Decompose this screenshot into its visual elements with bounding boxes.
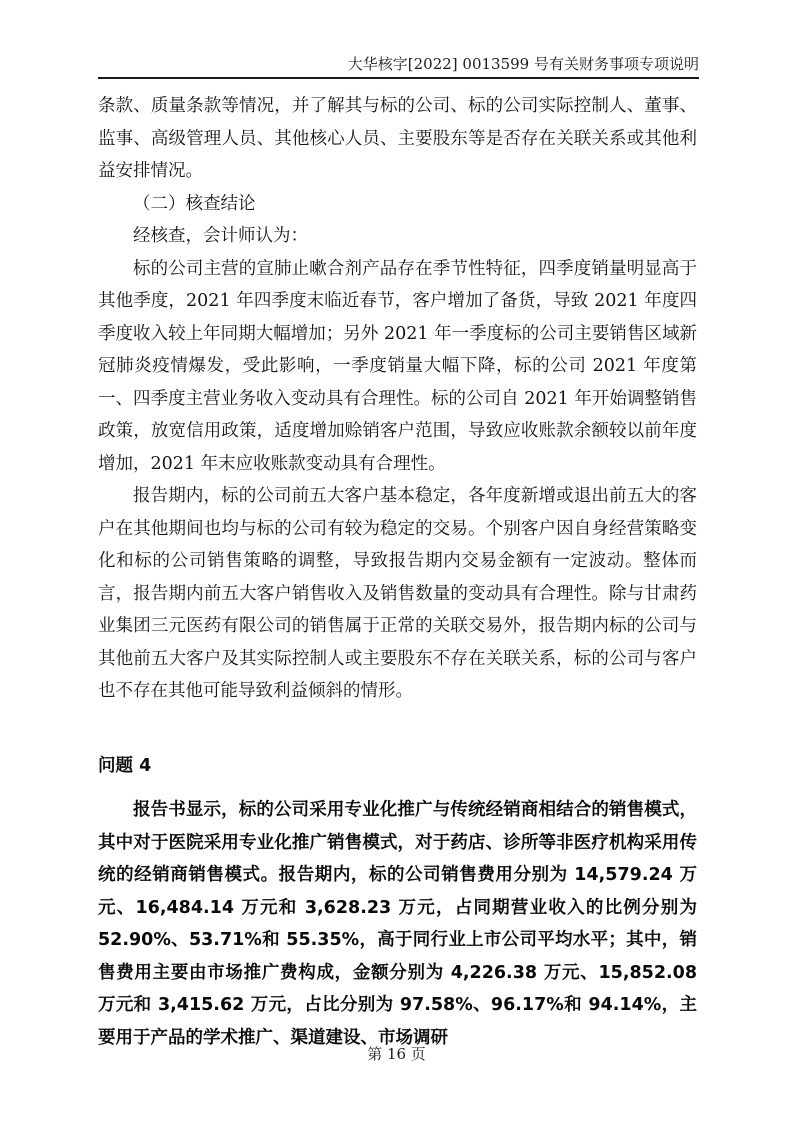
lead-in-line: 经核查，会计师认为： [133,226,308,246]
document-body [98,90,697,1054]
conclusion-paragraph-1: 标的公司主营的宣肺止嗽合剂产品存在季节性特征，四季度销量明显高于其他季度，2021 年四季度末临近春节，客户增加了备货，导致 2021 年度四季度收入较上年同期大幅增加；另外 2021 年一季度标的公司主要销售区域新冠肺炎疫情爆发，受此影响，一季度销量大幅下降，标的公司 2021 年度第一、四季度主营业务收入变动具有合理性。标的公司自 2021 年开始调整销售政策，放宽信用政策，适度增加赊销客户范围，导致应收账款余额较以前年度增加，2021 年末应收账款变动具有合理性。 [98,258,697,474]
page-number: 第 16 页 [367,1045,426,1063]
question-4-heading: 问题 4 [98,755,152,776]
document-header [98,54,699,79]
section-heading-verification-conclusion: （二）核查结论 [133,193,256,214]
conclusion-paragraph-2: 报告期内，标的公司前五大客户基本稳定，各年度新增或退出前五大的客户在其他期间也均与标的公司有较为稳定的交易。个别客户因自身经营策略变化和标的公司销售策略的调整，导致报告期内交易金额有一定波动。整体而言，报告期内前五大客户销售收入及销售数量的变动具有合理性。除与甘肃药业集团三元医药有限公司的销售属于正常的关联交易外，报告期内标的公司与其他前五大客户及其实际控制人或主要股东不存在关联关系，标的公司与客户也不存在其他可能导致利益倾斜的情形。 [98,486,697,701]
question-4-body: 报告书显示，标的公司采用专业化推广与传统经销商相结合的销售模式，其中对于医院采用专业化推广销售模式，对于药店、诊所等非医疗机构采用传统的经销商销售模式。报告期内，标的公司销售费用分别为 14,579.24 万元、16,484.14 万元和 3,628.23 万元，占同期营业收入的比例分别为 52.90%、53.71%和 55.35%，高于同行业上市公司平均水平；其中，销售费用主要由市场推广费构成，金额分别为 4,226.38 万元、15,852.08 万元和 3,415.62 万元，占比分别为 97.58%、96.17%和 94.14%，主要用于产品的学术推广、渠道建设、市场调研 [98,800,697,1048]
document-footer [0,1043,793,1064]
document-header-title: 大华核字[2022] 0013599 号有关财务事项专项说明 [347,55,699,73]
continuation-paragraph: 条款、质量条款等情况，并了解其与标的公司、标的公司实际控制人、董事、监事、高级管理人员、其他核心人员、主要股东等是否存在关联关系或其他利益安排情况。 [98,96,697,181]
